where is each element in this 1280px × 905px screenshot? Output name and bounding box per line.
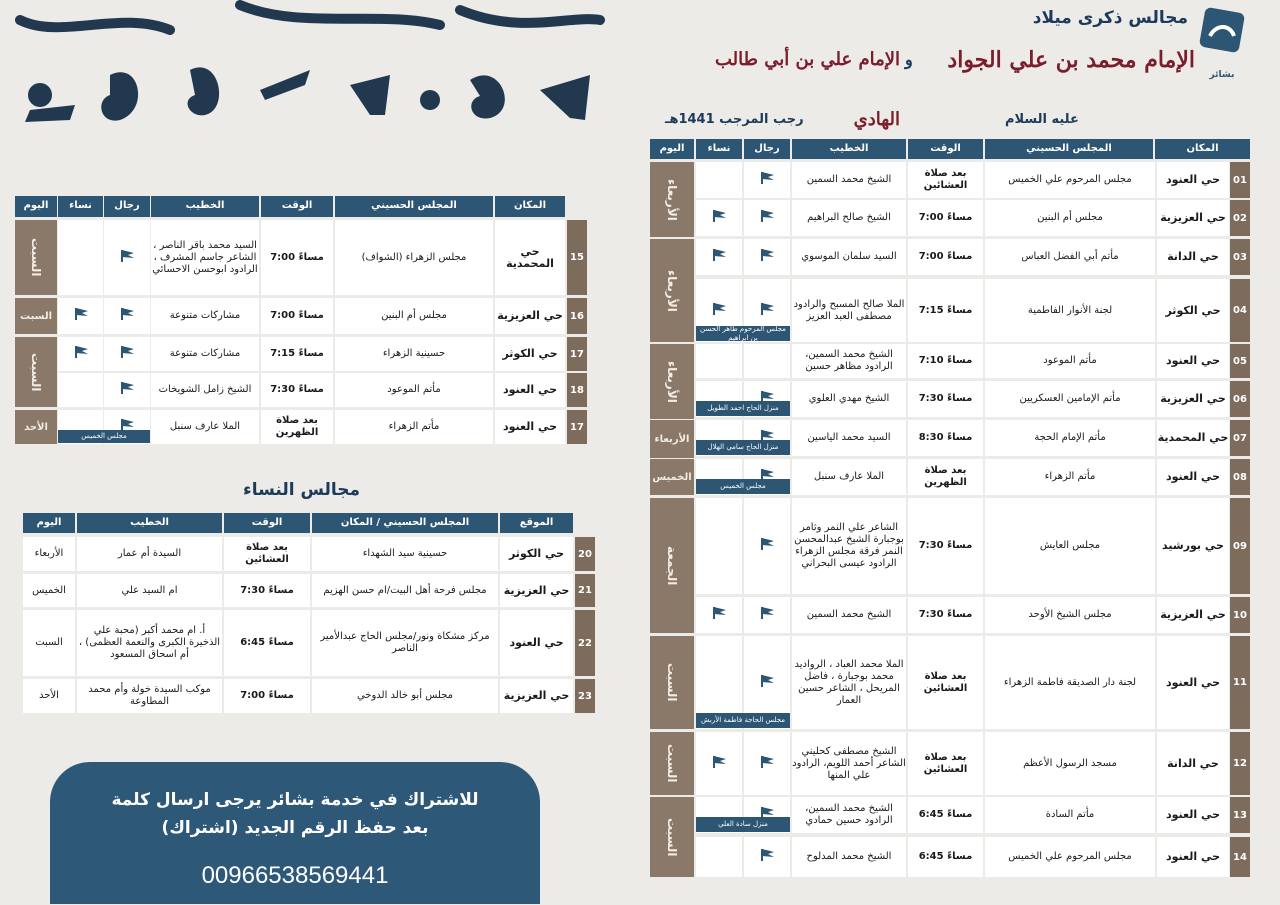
cell-men	[744, 732, 790, 795]
cell-speaker: السيدة أم عمار	[77, 537, 222, 571]
cell-majlis: مجلس المرحوم علي الخميس	[985, 162, 1155, 198]
cell-women	[696, 597, 742, 633]
cell-time: 7:00 مساءً	[261, 298, 333, 334]
cell-speaker: الشاعر علي النمر وثامر بوجبارة الشيخ عبدالمحسن النمر فرقة مجلس الزهراء الرادود عيسى البحراني	[792, 498, 906, 594]
cell-speaker: الشيخ مصطفى كحليني الشاعر أحمد اللويم، الرادود علي المنها	[792, 732, 906, 795]
cell-majlis: مأتم الموعود	[335, 373, 493, 407]
header-speaker: الخطيب	[792, 139, 906, 159]
header-women: نساء	[696, 139, 742, 159]
cell-speaker: الشيخ محمد السمين	[792, 597, 906, 633]
day-label: الخميس	[650, 459, 694, 495]
cell-place: حي المحمدية	[1157, 420, 1229, 456]
cell-speaker: الشيخ محمد السمين، الرادود حسين حمادي	[792, 797, 906, 833]
cell-place: حي بورشيد	[1157, 498, 1229, 594]
row-number: 11	[1230, 636, 1250, 729]
flag-icon	[119, 307, 135, 325]
cell-speaker: الملا صالح المسبح والرادود مصطفى العبد العزيز	[792, 279, 906, 342]
flag-icon	[759, 674, 775, 692]
cell-time: 7:30 مساءً	[224, 574, 310, 607]
cell-place: حي الدانة	[1157, 732, 1229, 795]
cell-majlis: مأتم الموعود	[985, 344, 1155, 378]
cell-day: السبت	[23, 610, 75, 676]
cell-time: بعد صلاة الظهرين	[261, 410, 333, 444]
decorative-calligraphy	[0, 0, 620, 160]
header-majlis: المجلس الحسيني	[335, 196, 493, 217]
cell-speaker: موكب السيدة خولة وأم محمد المطاوعة	[77, 679, 222, 713]
row-number: 20	[575, 537, 595, 571]
row-number: 04	[1230, 279, 1250, 342]
salutation: عليه السلام	[1005, 112, 1079, 127]
cell-speaker: الشيخ محمد السمين	[792, 162, 906, 198]
header-majlis: المجلس الحسيني	[985, 139, 1153, 159]
cell-men	[744, 597, 790, 633]
cell-day: الخميس	[23, 574, 75, 607]
header-day: اليوم	[650, 139, 694, 159]
flag-icon	[711, 755, 727, 773]
subscribe-phone[interactable]: 00966538569441	[201, 862, 389, 889]
cell-majlis: مجلس المرحوم علي الخميس	[985, 837, 1155, 877]
cell-majlis: مجلس أم البنين	[335, 298, 493, 334]
day-label: الأحد	[15, 410, 57, 444]
cell-men	[104, 220, 150, 295]
cell-men	[104, 373, 150, 407]
cell-time: 6:45 مساءً	[908, 797, 983, 833]
row-number: 03	[1230, 239, 1250, 275]
row-number: 12	[1230, 732, 1250, 795]
hijri-date: رجب المرجب 1441هـ	[665, 112, 804, 127]
cell-time: 7:15 مساءً	[261, 337, 333, 371]
flag-icon	[711, 302, 727, 320]
cell-women	[696, 837, 742, 877]
cell-men	[104, 298, 150, 334]
cell-men	[744, 200, 790, 236]
flag-icon	[119, 381, 135, 399]
cell-note: مجلس الخميس	[58, 430, 150, 443]
cell-speaker: مشاركات متنوعة	[151, 298, 259, 334]
cell-time: 7:30 مساءً	[908, 498, 983, 594]
cell-time: 7:00 مساءً	[224, 679, 310, 713]
cell-speaker: الملا عارف سنبل	[151, 410, 259, 444]
row-number: 17	[567, 337, 587, 371]
cell-location: حي العزيزية	[500, 679, 573, 713]
cell-time: 8:30 مساءً	[908, 420, 983, 456]
cell-time: 6:45 مساءً	[908, 837, 983, 877]
cell-majlis: مأتم السادة	[985, 797, 1155, 833]
cell-speaker: الشيخ محمد السمين، الرادود مظاهر حسين	[792, 344, 906, 378]
subscribe-line-2: (اشتراك) بعد حفظ الرقم الجديد	[161, 818, 429, 838]
row-number: 06	[1230, 381, 1250, 417]
cell-speaker: السيد محمد الياسين	[792, 420, 906, 456]
flag-icon	[759, 755, 775, 773]
cell-place: حي الكوثر	[1157, 279, 1229, 342]
header-place: المكان	[495, 196, 565, 217]
cell-time: 7:30 مساءً	[908, 381, 983, 417]
flag-icon	[73, 345, 89, 363]
cell-time: 7:00 مساءً	[908, 200, 983, 236]
cell-majlis: مجلس فرحة أهل البيت/ام حسن الهزيم	[312, 574, 498, 607]
cell-time: 7:15 مساءً	[908, 279, 983, 342]
cell-place: حي العزيزية	[1157, 597, 1229, 633]
row-number: 18	[567, 373, 587, 407]
cell-location: حي العزيزية	[500, 574, 573, 607]
cell-women	[58, 298, 103, 334]
cell-majlis: مجلس الشيخ الأوحد	[985, 597, 1155, 633]
logo-text: بشائر	[1209, 70, 1235, 80]
row-number: 10	[1230, 597, 1250, 633]
flag-icon	[759, 209, 775, 227]
cell-place: حي العنود	[1157, 797, 1229, 833]
women-section-title: مجالس النساء	[243, 480, 361, 500]
brand-logo	[1198, 6, 1246, 86]
cell-note: منزل الحاج احمد الطويل	[696, 401, 790, 416]
cell-women	[696, 239, 742, 275]
cell-time: بعد صلاة العشائين	[908, 162, 983, 198]
cell-place: حي العزيزية	[495, 298, 565, 334]
cell-day: الأحد	[23, 679, 75, 713]
flag-icon	[759, 606, 775, 624]
cell-time: بعد صلاة العشائين	[224, 537, 310, 571]
row-number: 22	[575, 610, 595, 676]
cell-place: حي العنود	[1157, 636, 1229, 729]
header-speaker: الخطيب	[151, 196, 259, 217]
cell-majlis: مأتم الزهراء	[335, 410, 493, 444]
subscribe-line-1: للاشتراك في خدمة بشائر يرجى ارسال كلمة	[111, 790, 479, 810]
day-label: الأربعاء	[650, 420, 694, 458]
cell-day: الأربعاء	[23, 537, 75, 571]
row-number: 01	[1230, 162, 1250, 198]
cell-women	[58, 220, 103, 295]
cell-men	[744, 239, 790, 275]
cell-men	[104, 337, 150, 371]
cell-speaker: الملا عارف سنبل	[792, 459, 906, 495]
cell-women	[58, 337, 103, 371]
cell-men	[744, 344, 790, 378]
cell-note: مجلس الخميس	[696, 479, 790, 494]
row-number: 07	[1230, 420, 1250, 456]
day-label: الجمعة	[650, 498, 694, 633]
cell-majlis: مجلس الزهراء (الشواف)	[335, 220, 493, 295]
cell-speaker: الملا محمد العباد ، الرواديد محمد بوجبارة ، فاضل المريحل ، الشاعر حسين العمار	[792, 636, 906, 729]
cell-speaker: مشاركات متنوعة	[151, 337, 259, 371]
row-number: 02	[1230, 200, 1250, 236]
cell-place: حي الدانة	[1157, 239, 1229, 275]
cell-place: حي العنود	[1157, 837, 1229, 877]
cell-majlis: مجلس أم البنين	[985, 200, 1155, 236]
cell-majlis: مأتم الزهراء	[985, 459, 1155, 495]
cell-place: حي العنود	[1157, 162, 1229, 198]
day-label: الأربعاء	[650, 344, 694, 419]
cell-place: حي العنود	[495, 410, 565, 444]
cell-place: حي العنود	[1157, 344, 1229, 378]
header-place: المكان	[1155, 139, 1250, 159]
day-label: السبت	[15, 298, 57, 334]
cell-time: 7:00 مساءً	[908, 239, 983, 275]
day-label: السبت	[650, 732, 694, 795]
cell-women	[58, 373, 103, 407]
cell-time: 7:30 مساءً	[908, 597, 983, 633]
row-number: 17	[567, 410, 587, 444]
cell-place: حي المحمدية	[495, 220, 565, 295]
cell-women	[696, 732, 742, 795]
cell-majlis: مركز مشكاة ونور/مجلس الحاج عبدالأمير الناصر	[312, 610, 498, 676]
cell-place: حي العزيزية	[1157, 381, 1229, 417]
row-number: 05	[1230, 344, 1250, 378]
cell-men	[744, 837, 790, 877]
cell-majlis: مسجد الرسول الأعظم	[985, 732, 1155, 795]
cell-time: 7:30 مساءً	[261, 373, 333, 407]
cell-majlis: مأتم الإمامين العسكريين	[985, 381, 1155, 417]
cell-time: بعد صلاة الظهرين	[908, 459, 983, 495]
cell-speaker: الشيخ صالح البراهيم	[792, 200, 906, 236]
header-majlis: المجلس الحسيني / المكان	[312, 513, 498, 533]
cell-place: حي العزيزية	[1157, 200, 1229, 236]
cell-speaker: السيد محمد باقر الناصر ، الشاعر جاسم المشرف ، الرادود ابوحسن الاحسائي	[151, 220, 259, 295]
cell-speaker: ام السيد علي	[77, 574, 222, 607]
header-time: الوقت	[224, 513, 310, 533]
header-time: الوقت	[908, 139, 983, 159]
cell-time: 6:45 مساءً	[224, 610, 310, 676]
header-men: رجال	[104, 196, 150, 217]
cell-women	[696, 162, 742, 198]
cell-women	[696, 344, 742, 378]
day-label: السبت	[650, 636, 694, 729]
cell-majlis: مأتم أبي الفضل العباس	[985, 239, 1155, 275]
cell-majlis: مأتم الإمام الحجة	[985, 420, 1155, 456]
flag-icon	[119, 345, 135, 363]
cell-majlis: حسينية الزهراء	[335, 337, 493, 371]
day-label: السبت	[15, 337, 57, 407]
imam-jawad-calligraphy: الإمام محمد بن علي الجواد	[947, 47, 1195, 73]
cell-place: حي العنود	[495, 373, 565, 407]
row-number: 16	[567, 298, 587, 334]
row-number: 08	[1230, 459, 1250, 495]
flag-icon	[711, 606, 727, 624]
cell-time: 7:10 مساءً	[908, 344, 983, 378]
cell-note: منزل سادة العلي	[696, 817, 790, 832]
flag-icon	[759, 171, 775, 189]
cell-speaker: الشيخ زامل الشويخات	[151, 373, 259, 407]
flag-icon	[759, 248, 775, 266]
row-number: 14	[1230, 837, 1250, 877]
cell-note: مجلس المرحوم طاهر الحسن بن ابراهيم	[696, 326, 790, 341]
cell-note: منزل الحاج سامي الهلال	[696, 440, 790, 455]
cell-place: حي الكوثر	[495, 337, 565, 371]
cell-speaker: الشيخ مهدي العلوي	[792, 381, 906, 417]
cell-men	[744, 162, 790, 198]
row-number: 13	[1230, 797, 1250, 833]
cell-majlis: لجنة الأنوار الفاطمية	[985, 279, 1155, 342]
row-number: 09	[1230, 498, 1250, 594]
cell-men	[744, 498, 790, 594]
cell-time: بعد صلاة العشائين	[908, 732, 983, 795]
day-label: الأربعاء	[650, 239, 694, 342]
cell-location: حي الكوثر	[500, 537, 573, 571]
flag-icon	[119, 249, 135, 267]
header-women: نساء	[58, 196, 103, 217]
flag-icon	[73, 307, 89, 325]
day-label: السبت	[650, 797, 694, 877]
cell-speaker: السيد سلمان الموسوي	[792, 239, 906, 275]
page-title: مجالس ذكرى ميلاد	[1032, 8, 1188, 28]
header-speaker: الخطيب	[77, 513, 222, 533]
header-time: الوقت	[261, 196, 333, 217]
day-label: السبت	[15, 220, 57, 295]
flag-icon	[759, 848, 775, 866]
cell-majlis: لجنة دار الصديقة فاطمة الزهراء	[985, 636, 1155, 729]
header-location: الموقع	[500, 513, 573, 533]
cell-women	[696, 200, 742, 236]
header-men: رجال	[744, 139, 790, 159]
cell-majlis: مجلس أبو خالد الدوخي	[312, 679, 498, 713]
cell-women	[696, 498, 742, 594]
cell-majlis: حسينية سيد الشهداء	[312, 537, 498, 571]
imam-hadi-calligraphy: الإمام علي بن أبي طالب الهادي	[714, 49, 900, 130]
header-day: اليوم	[23, 513, 75, 533]
row-number: 21	[575, 574, 595, 607]
conjunction: و	[905, 50, 913, 69]
day-label: الأربعاء	[650, 162, 694, 237]
flag-icon	[759, 537, 775, 555]
cell-majlis: مجلس العايش	[985, 498, 1155, 594]
flag-icon	[711, 248, 727, 266]
cell-note: مجلس الحاجة فاطمة الأربش	[696, 713, 790, 728]
cell-speaker: الشيخ محمد المدلوح	[792, 837, 906, 877]
cell-speaker: أ. ام محمد أكبر (محبة علي الذخيرة الكبرى والنعمة العظمى) ، أم اسحاق المسعود	[77, 610, 222, 676]
row-number: 15	[567, 220, 587, 295]
flag-icon	[759, 302, 775, 320]
cell-location: حي العنود	[500, 610, 573, 676]
cell-time: 7:00 مساءً	[261, 220, 333, 295]
cell-time: بعد صلاة العشائين	[908, 636, 983, 729]
subscribe-banner	[50, 762, 540, 904]
row-number: 23	[575, 679, 595, 713]
header-day: اليوم	[15, 196, 57, 217]
flag-icon	[711, 209, 727, 227]
cell-place: حي العنود	[1157, 459, 1229, 495]
